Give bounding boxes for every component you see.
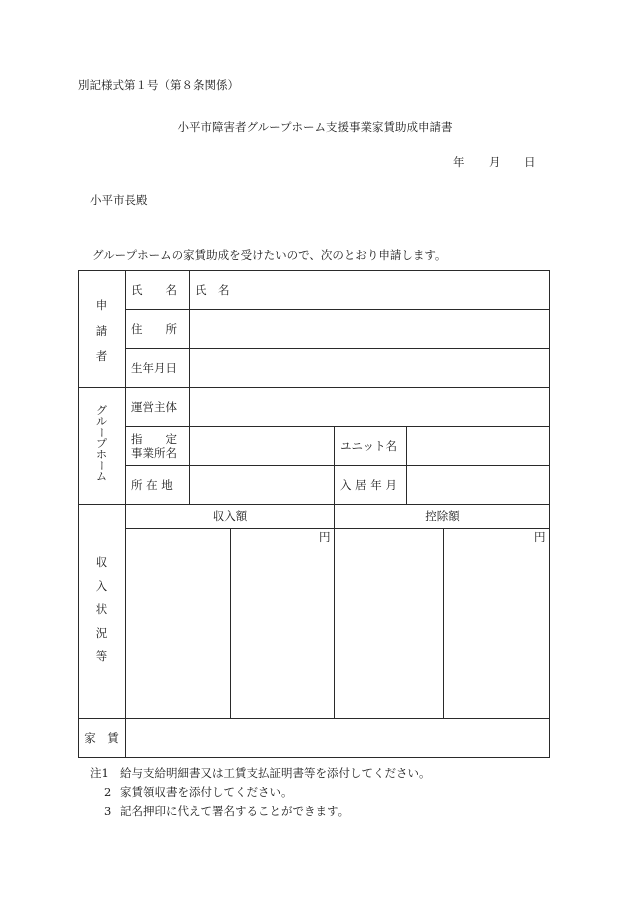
note-1-number: 注1 (90, 766, 109, 780)
rent-label: 家 賃 (84, 730, 119, 745)
note-2-number: 2 (104, 785, 112, 799)
move-in-label: 入 居 年 月 (340, 477, 397, 492)
deduction-amount-header: 控除額 (425, 509, 460, 524)
date-month-label: 月 (489, 155, 501, 169)
location-label: 所 在 地 (131, 477, 173, 492)
income-item-field[interactable] (126, 529, 230, 718)
operator-field[interactable] (195, 388, 545, 427)
rent-field[interactable] (126, 719, 550, 758)
name-value: 氏 名 (195, 282, 230, 297)
move-in-field[interactable] (412, 466, 545, 505)
date-day-label: 日 (524, 155, 536, 169)
deduction-amount-field[interactable] (444, 529, 550, 718)
income-yen-unit: 円 (319, 530, 331, 544)
note-1-text: 給与支給明細書又は工賃支払証明書等を添付してください。 (120, 766, 431, 780)
operator-label: 運営主体 (131, 399, 177, 414)
designated-office-field[interactable] (195, 427, 330, 466)
deduction-yen-unit: 円 (534, 530, 546, 544)
income-section-label: 収 入 状 況 等 (95, 555, 108, 663)
group-home-section-label: グ ル ー プ ホ ー ム (95, 404, 108, 483)
form-title: 小平市障害者グループホーム支援事業家賃助成申請書 (177, 120, 453, 134)
birthdate-label: 生年月日 (131, 360, 177, 375)
application-form-table (78, 270, 550, 758)
unit-name-field[interactable] (412, 427, 545, 466)
address-field[interactable] (195, 310, 545, 349)
address-label: 住 所 (131, 321, 177, 336)
birthdate-field[interactable] (195, 349, 545, 388)
addressee: 小平市長殿 (90, 193, 148, 207)
designated-office-label: 指 定 事業所名 (131, 431, 177, 460)
note-2-text: 家賃領収書を添付してください。 (120, 785, 293, 799)
date-year-label: 年 (453, 155, 465, 169)
form-number: 別記様式第１号（第８条関係） (78, 78, 239, 92)
deduction-item-field[interactable] (335, 529, 443, 718)
name-label: 氏 名 (131, 282, 177, 297)
income-amount-header: 収入額 (212, 509, 248, 524)
applicant-section-label: 申 請 者 (95, 298, 108, 363)
note-3-number: 3 (104, 804, 112, 818)
note-3-text: 記名押印に代えて署名することができます。 (120, 804, 350, 818)
unit-name-label: ユニット名 (340, 438, 398, 453)
income-amount-field[interactable] (231, 529, 334, 718)
location-field[interactable] (195, 466, 330, 505)
intro-text: グループホームの家賃助成を受けたいので、次のとおり申請します。 (92, 248, 447, 262)
